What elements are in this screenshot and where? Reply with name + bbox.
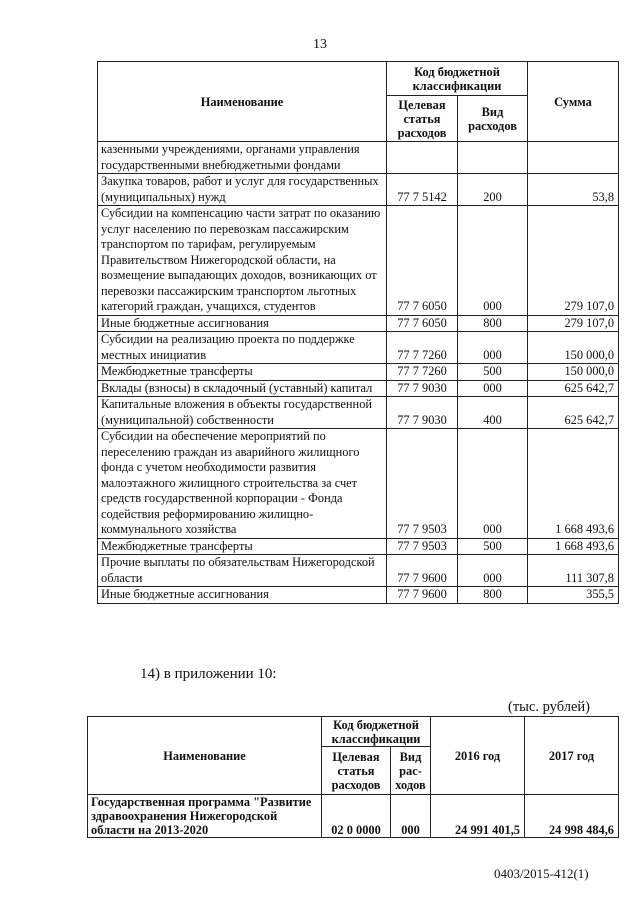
header-year-2016: 2016 год bbox=[431, 717, 525, 795]
row-target-code: 77 7 9600 bbox=[387, 587, 458, 604]
table-row bbox=[98, 555, 619, 587]
header-type: Вид расходов bbox=[458, 96, 528, 142]
row-name: казенными учреждениями, органами управления государственными внебюджетными фондами bbox=[98, 142, 387, 174]
row-name: Закупка товаров, работ и услуг для государственных (муниципальных) нужд bbox=[98, 174, 387, 206]
row-target-code bbox=[387, 142, 458, 174]
row-target-code: 77 7 9503 bbox=[387, 538, 458, 555]
table-row bbox=[98, 142, 619, 174]
section-label: 14) в приложении 10: bbox=[140, 666, 277, 682]
row-target-code: 77 7 5142 bbox=[387, 174, 458, 206]
row-target-code: 77 7 7260 bbox=[387, 332, 458, 364]
table-row bbox=[98, 538, 619, 555]
row-type-code: 500 bbox=[458, 538, 528, 555]
row-name: Вклады (взносы) в складочный (уставный) капитал bbox=[98, 380, 387, 397]
header-sum: Сумма bbox=[528, 62, 619, 142]
row-name: Капитальные вложения в объекты государственной (муниципальной) собственности bbox=[98, 397, 387, 429]
row-target-code: 77 7 6050 bbox=[387, 206, 458, 316]
header-year-2017: 2017 год bbox=[525, 717, 619, 795]
row-sum bbox=[528, 142, 619, 174]
row-sum: 150 000,0 bbox=[528, 332, 619, 364]
row-target-code: 77 7 7260 bbox=[387, 364, 458, 381]
row-name: Межбюджетные трансферты bbox=[98, 538, 387, 555]
row-sum: 355,5 bbox=[528, 587, 619, 604]
row-type-code: 800 bbox=[458, 587, 528, 604]
row-sum: 150 000,0 bbox=[528, 364, 619, 381]
row-type-code: 800 bbox=[458, 315, 528, 332]
document-number: 0403/2015-412(1) bbox=[494, 866, 589, 881]
table-row bbox=[98, 364, 619, 381]
row-type-code: 000 bbox=[458, 206, 528, 316]
table-body bbox=[98, 142, 619, 604]
row-sum: 1 668 493,6 bbox=[528, 429, 619, 539]
row-name: Субсидии на обеспечение мероприятий по переселению граждан из аварийного жилищного фонда с учетом необходимости развития малоэтажного жилищного строительства за счет средств государственной корпорации - Фонда содействия реформированию жилищно-коммунального хозяйства bbox=[98, 429, 387, 539]
row-target-code: 77 7 9030 bbox=[387, 397, 458, 429]
header-name: Наименование bbox=[98, 62, 387, 142]
header-target: Целевая статья расходов bbox=[322, 747, 391, 795]
row-target-code: 77 7 9600 bbox=[387, 555, 458, 587]
table-row bbox=[98, 380, 619, 397]
row-type-code: 200 bbox=[458, 174, 528, 206]
table-row bbox=[98, 429, 619, 539]
header-code-group: Код бюджетной классификации bbox=[387, 62, 528, 96]
header-code-group: Код бюджетной классификации bbox=[322, 717, 431, 747]
row-name: Межбюджетные трансферты bbox=[98, 364, 387, 381]
table-row bbox=[98, 206, 619, 316]
row-sum: 279 107,0 bbox=[528, 206, 619, 316]
budget-table-appendix-10 bbox=[87, 716, 619, 838]
header-name: Наименование bbox=[88, 717, 322, 795]
row-sum: 111 307,8 bbox=[528, 555, 619, 587]
row-type-code: 500 bbox=[458, 364, 528, 381]
row-name: Иные бюджетные ассигнования bbox=[98, 315, 387, 332]
row-target-code: 77 7 9503 bbox=[387, 429, 458, 539]
table-body bbox=[88, 795, 619, 838]
row-name: Прочие выплаты по обязательствам Нижегородской области bbox=[98, 555, 387, 587]
row-type-code: 000 bbox=[391, 795, 431, 838]
header-target: Целевая статья расходов bbox=[387, 96, 458, 142]
row-sum: 1 668 493,6 bbox=[528, 538, 619, 555]
header-type: Вид рас-ходов bbox=[391, 747, 431, 795]
row-name: Государственная программа "Развитие здравоохранения Нижегородской области на 2013-2020 bbox=[88, 795, 322, 838]
row-sum: 279 107,0 bbox=[528, 315, 619, 332]
units-label: (тыс. рублей) bbox=[508, 699, 590, 715]
page-number: 13 bbox=[313, 37, 327, 52]
row-sum: 53,8 bbox=[528, 174, 619, 206]
row-type-code bbox=[458, 142, 528, 174]
row-sum: 625 642,7 bbox=[528, 380, 619, 397]
budget-table-appendix bbox=[97, 61, 619, 604]
row-type-code: 000 bbox=[458, 380, 528, 397]
row-type-code: 400 bbox=[458, 397, 528, 429]
table-row bbox=[98, 315, 619, 332]
row-name: Иные бюджетные ассигнования bbox=[98, 587, 387, 604]
table-row bbox=[98, 332, 619, 364]
table-row bbox=[98, 397, 619, 429]
table-row bbox=[98, 587, 619, 604]
row-type-code: 000 bbox=[458, 332, 528, 364]
row-type-code: 000 bbox=[458, 429, 528, 539]
row-type-code: 000 bbox=[458, 555, 528, 587]
row-year-2017: 24 998 484,6 bbox=[525, 795, 619, 838]
row-target-code: 77 7 9030 bbox=[387, 380, 458, 397]
row-name: Субсидии на реализацию проекта по поддержке местных инициатив bbox=[98, 332, 387, 364]
table-row bbox=[98, 174, 619, 206]
row-sum: 625 642,7 bbox=[528, 397, 619, 429]
row-year-2016: 24 991 401,5 bbox=[431, 795, 525, 838]
row-target-code: 02 0 0000 bbox=[322, 795, 391, 838]
row-target-code: 77 7 6050 bbox=[387, 315, 458, 332]
table-row bbox=[88, 795, 619, 838]
row-name: Субсидии на компенсацию части затрат по оказанию услуг населению по перевозкам пассажирским транспортом по тарифам, регулируемым Правительством Нижегородской области, на возмещение выпадающих доходов, возникающих от перевозки пассажирским транспортом льготных категорий граждан, учащихся, студентов bbox=[98, 206, 387, 316]
